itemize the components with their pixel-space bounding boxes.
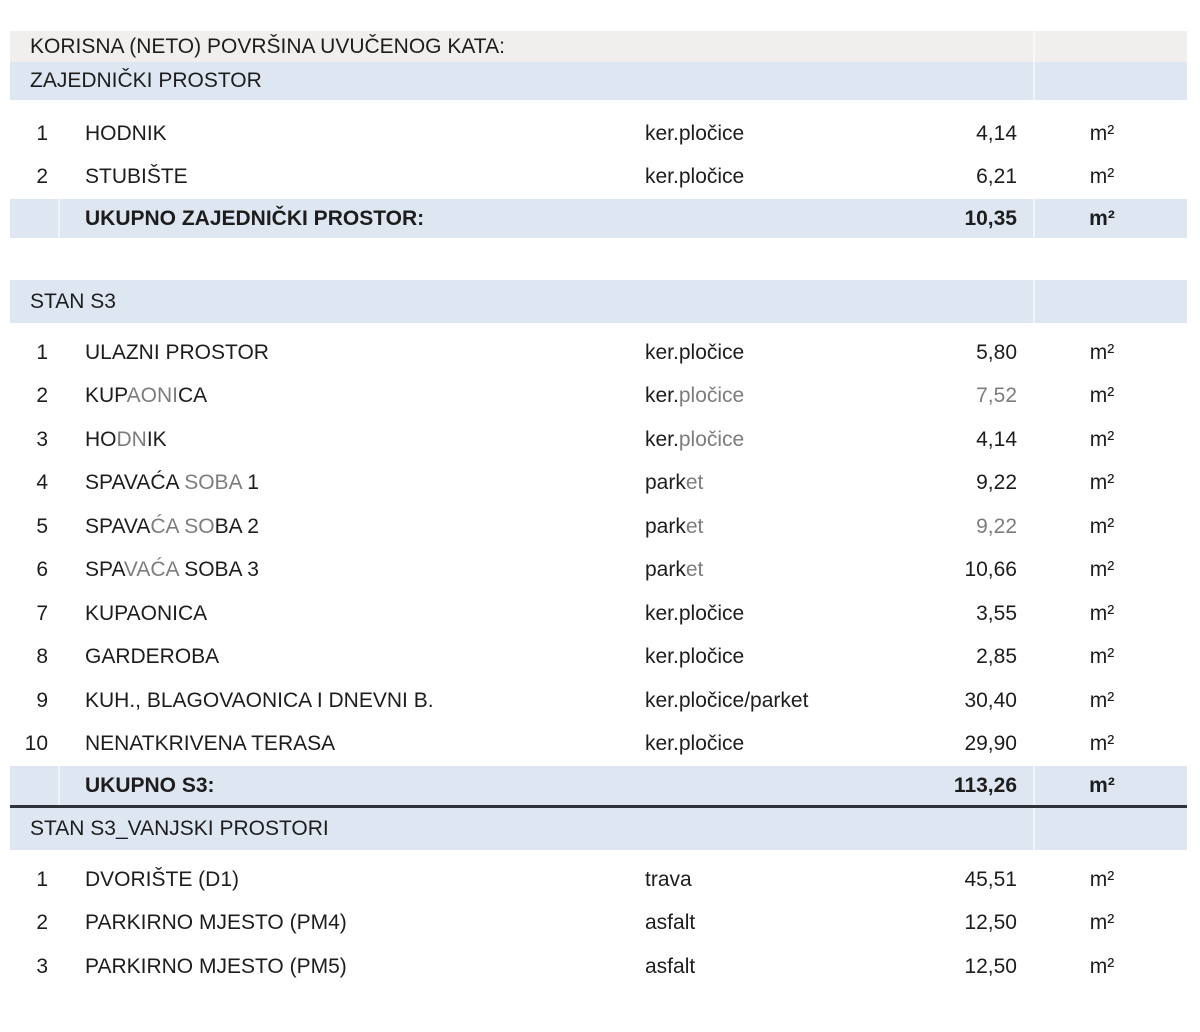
table-sections [10, 62, 1187, 989]
section-rows [10, 850, 1187, 989]
area-value: 2,85 [976, 645, 1017, 669]
section-gap [10, 238, 1187, 280]
room-name-segment: SOBA 3 [178, 558, 259, 582]
area-unit: m² [1089, 558, 1115, 582]
area-value: 9,22 [976, 471, 1017, 495]
table-title-band [10, 31, 1187, 62]
room-name-segment: KUPAONICA [85, 601, 208, 625]
row-number: 1 [36, 121, 48, 145]
total-row [10, 766, 1187, 805]
table-row [10, 462, 1187, 506]
room-name-segment: NENATKRIVENA TERASA [85, 732, 336, 756]
room-name-segment: GARDEROBA [85, 645, 220, 669]
table-row [10, 945, 1187, 989]
material-segment: ker.pločice [645, 165, 745, 189]
room-name-segment: STUBIŠTE [85, 165, 188, 189]
area-unit: m² [1089, 645, 1115, 669]
material [645, 384, 860, 408]
table-row [10, 418, 1187, 462]
area-value: 4,14 [976, 121, 1017, 145]
material-segment: asfalt [645, 911, 696, 935]
room-name [85, 955, 645, 979]
table-row [10, 723, 1187, 767]
table-row [10, 156, 1187, 200]
room-name-segment: 1 [241, 471, 259, 495]
area-value: 29,90 [964, 732, 1017, 756]
area-unit: m² [1089, 121, 1115, 145]
table-row [10, 112, 1187, 156]
room-name-segment: IK [146, 427, 167, 451]
room-name [85, 911, 645, 935]
row-number: 5 [36, 514, 48, 538]
room-name-segment: CA [177, 384, 208, 408]
table-row [10, 505, 1187, 549]
material [645, 689, 860, 713]
room-name-segment: SPAVA [85, 514, 151, 538]
table-row [10, 636, 1187, 680]
room-name [85, 341, 645, 365]
table-row [10, 549, 1187, 593]
room-name [85, 515, 645, 539]
room-name [85, 602, 645, 626]
area-unit: m² [1089, 867, 1115, 891]
area-unit: m² [1089, 514, 1115, 538]
material-segment: ker. [645, 384, 679, 408]
room-name-segment: PARKIRNO MJESTO (PM4) [85, 911, 347, 935]
material [645, 645, 860, 669]
room-name-segment: KUP [85, 384, 127, 408]
room-name [85, 558, 645, 582]
material-segment: trava [645, 867, 692, 891]
area-value: 12,50 [964, 954, 1017, 978]
total-row [10, 199, 1187, 238]
material-segment: park [645, 514, 686, 538]
room-name-segment: DN [116, 427, 147, 451]
total-unit: m² [1089, 773, 1115, 797]
area-value: 9,22 [976, 514, 1017, 538]
room-name-segment: AONI [126, 384, 178, 408]
section-rows [10, 323, 1187, 766]
table-row [10, 592, 1187, 636]
room-name-segment: PARKIRNO MJESTO (PM5) [85, 954, 347, 978]
material [645, 602, 860, 626]
room-name-segment: BA 2 [214, 514, 259, 538]
material [645, 911, 860, 935]
material [645, 122, 860, 146]
room-name-segment: HODNIK [85, 121, 167, 145]
room-name-segment: ĆA SO [150, 514, 215, 538]
material-segment: ker.pločice/parket [645, 688, 809, 712]
row-number: 2 [36, 165, 48, 189]
material [645, 955, 860, 979]
room-name [85, 868, 645, 892]
total-value: 10,35 [964, 206, 1017, 230]
area-unit: m² [1089, 954, 1115, 978]
material [645, 471, 860, 495]
material-segment: pločice [678, 384, 745, 408]
room-name [85, 384, 645, 408]
room-name-segment: SPA [85, 558, 124, 582]
area-unit: m² [1089, 732, 1115, 756]
material-segment: ker.pločice [645, 340, 745, 364]
total-label: UKUPNO S3: [85, 773, 215, 797]
area-value: 3,55 [976, 601, 1017, 625]
row-number: 4 [36, 471, 48, 495]
row-number: 9 [36, 688, 48, 712]
material-segment: et [685, 514, 704, 538]
table-row [10, 331, 1187, 375]
table-row [10, 902, 1187, 946]
area-unit: m² [1089, 340, 1115, 364]
room-name-segment: DVORIŠTE (D1) [85, 867, 240, 891]
area-unit: m² [1089, 427, 1115, 451]
area-unit: m² [1089, 384, 1115, 408]
room-name [85, 645, 645, 669]
material-segment: ker.pločice [645, 121, 745, 145]
room-name-segment: VAĆA [123, 558, 179, 582]
area-value: 12,50 [964, 911, 1017, 935]
material [645, 515, 860, 539]
material-segment: ker.pločice [645, 645, 745, 669]
area-unit: m² [1089, 911, 1115, 935]
room-name [85, 689, 645, 713]
room-name-segment: SOBA [184, 471, 242, 495]
area-unit: m² [1089, 165, 1115, 189]
total-label: UKUPNO ZAJEDNIČKI PROSTOR: [85, 206, 425, 230]
area-value: 7,52 [976, 384, 1017, 408]
area-value: 6,21 [976, 165, 1017, 189]
material [645, 165, 860, 189]
area-value: 4,14 [976, 427, 1017, 451]
row-number: 1 [36, 340, 48, 364]
room-name [85, 732, 645, 756]
section-header: ZAJEDNIČKI PROSTOR [30, 69, 262, 92]
material [645, 868, 860, 892]
material-segment: et [685, 558, 704, 582]
room-name [85, 428, 645, 452]
section-header: STAN S3_VANJSKI PROSTORI [30, 817, 329, 840]
section-header-band [10, 808, 1187, 850]
row-number: 2 [36, 911, 48, 935]
row-number: 3 [36, 427, 48, 451]
row-number: 2 [36, 384, 48, 408]
material-segment: ker.pločice [645, 601, 745, 625]
area-value: 45,51 [964, 867, 1017, 891]
room-name [85, 471, 645, 495]
table-row [10, 679, 1187, 723]
row-number: 7 [36, 601, 48, 625]
section-rows [10, 100, 1187, 199]
room-name-segment: HO [85, 427, 117, 451]
row-number: 1 [36, 867, 48, 891]
material-segment: et [685, 471, 704, 495]
table-row [10, 375, 1187, 419]
area-table [10, 31, 1187, 989]
area-unit: m² [1089, 688, 1115, 712]
area-value: 10,66 [964, 558, 1017, 582]
section-header-band [10, 62, 1187, 100]
total-value: 113,26 [953, 773, 1017, 797]
material-segment: park [645, 558, 686, 582]
material-segment: ker. [645, 427, 679, 451]
room-name-segment: SPAVAĆA [85, 471, 185, 495]
section-header-band [10, 280, 1187, 323]
material-segment: pločice [678, 427, 745, 451]
page-title: KORISNA (NETO) POVRŠINA UVUČENOG KATA: [30, 34, 505, 58]
room-name-segment: KUH., BLAGOVAONICA I DNEVNI B. [85, 688, 434, 712]
area-value: 30,40 [964, 688, 1017, 712]
material [645, 428, 860, 452]
table-row [10, 858, 1187, 902]
room-name-segment: ULAZNI PROSTOR [85, 340, 269, 364]
row-number: 8 [36, 645, 48, 669]
material-segment: park [645, 471, 686, 495]
material [645, 732, 860, 756]
row-number: 10 [24, 732, 48, 756]
row-number: 6 [36, 558, 48, 582]
material-segment: ker.pločice [645, 732, 745, 756]
material [645, 558, 860, 582]
section-header: STAN S3 [30, 289, 116, 313]
area-value: 5,80 [976, 340, 1017, 364]
material [645, 341, 860, 365]
material-segment: asfalt [645, 954, 696, 978]
total-unit: m² [1089, 206, 1115, 230]
area-unit: m² [1089, 471, 1115, 495]
room-name [85, 122, 645, 146]
room-name [85, 165, 645, 189]
row-number: 3 [36, 954, 48, 978]
area-unit: m² [1089, 601, 1115, 625]
